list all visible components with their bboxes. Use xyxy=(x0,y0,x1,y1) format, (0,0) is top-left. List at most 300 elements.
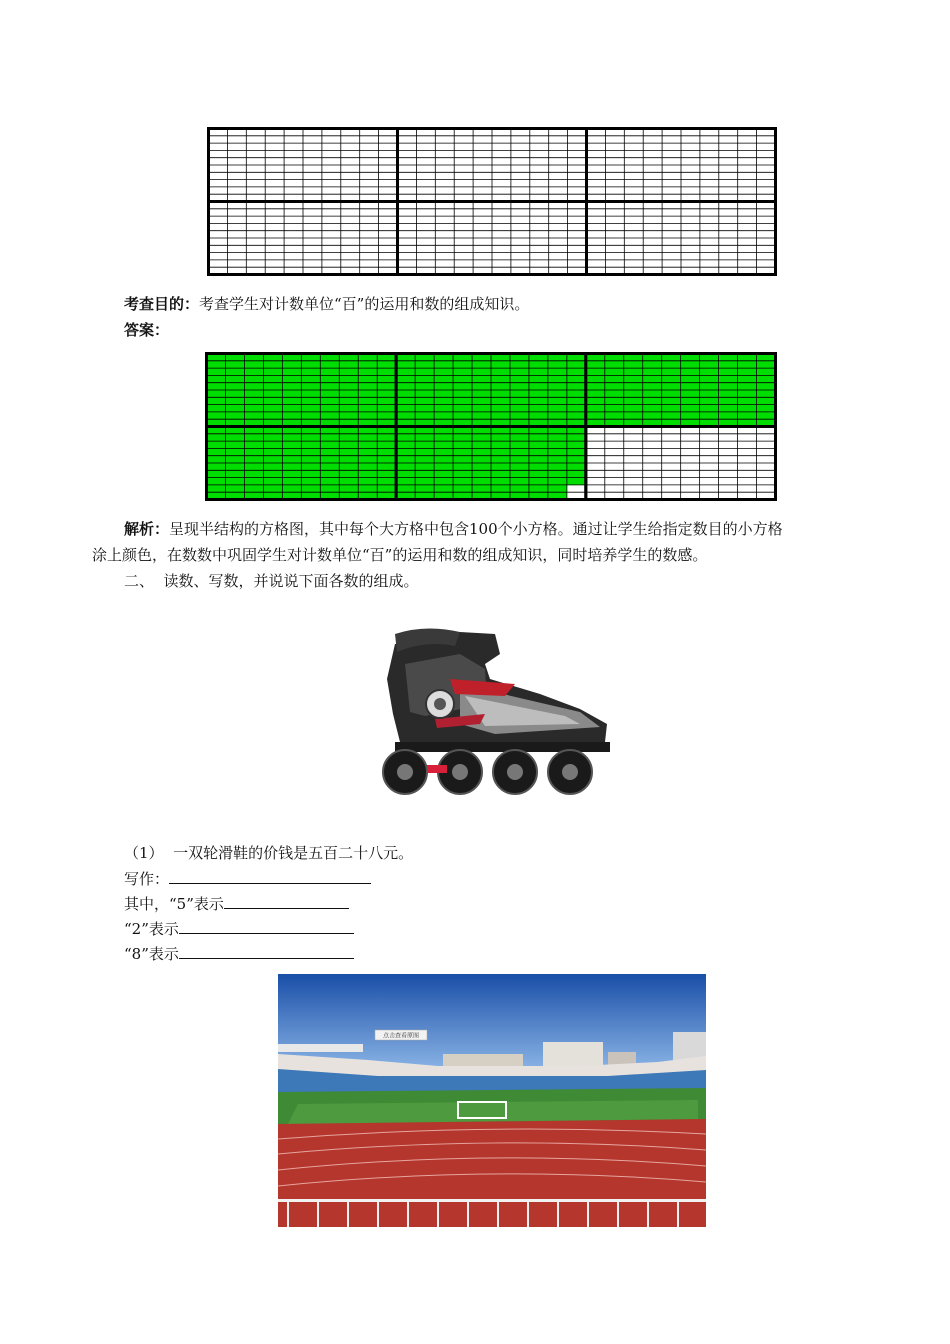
shaded-cell xyxy=(586,405,605,413)
shaded-cell xyxy=(301,441,320,449)
shaded-cell xyxy=(358,441,377,449)
shaded-cell xyxy=(244,478,263,486)
shaded-cell xyxy=(301,368,320,376)
shaded-cell xyxy=(207,441,226,449)
shaded-cell xyxy=(605,405,624,413)
shaded-cell xyxy=(225,470,244,478)
shaded-cell xyxy=(339,412,358,420)
shaded-cell xyxy=(301,478,320,486)
shaded-cell xyxy=(244,361,263,369)
two-blank[interactable] xyxy=(179,919,354,934)
shaded-cell xyxy=(548,463,567,471)
shaded-cell xyxy=(453,478,472,486)
shaded-cell xyxy=(263,463,282,471)
shaded-cell xyxy=(396,463,415,471)
shaded-cell xyxy=(225,456,244,464)
shaded-cell xyxy=(415,390,434,398)
shaded-cell xyxy=(415,412,434,420)
shaded-cell xyxy=(510,405,529,413)
shaded-cell xyxy=(263,405,282,413)
shaded-cell xyxy=(567,478,586,486)
shaded-cell xyxy=(757,390,776,398)
shaded-cell xyxy=(282,383,301,391)
shaded-cell xyxy=(358,485,377,493)
shaded-cell xyxy=(472,368,491,376)
shaded-cell xyxy=(207,463,226,471)
shaded-cell xyxy=(624,361,643,369)
shaded-cell xyxy=(738,375,757,383)
shaded-cell xyxy=(377,361,396,369)
shaded-cell xyxy=(453,375,472,383)
shaded-cell xyxy=(339,383,358,391)
purpose-line xyxy=(124,294,529,314)
shaded-cell xyxy=(681,375,700,383)
shaded-cell xyxy=(358,397,377,405)
shaded-cell xyxy=(605,390,624,398)
shaded-cell xyxy=(757,383,776,391)
shaded-cell xyxy=(434,441,453,449)
shaded-cell xyxy=(207,383,226,391)
shaded-cell xyxy=(624,383,643,391)
shaded-cell xyxy=(548,470,567,478)
shaded-cell xyxy=(472,375,491,383)
shaded-cell xyxy=(719,412,738,420)
shaded-cell xyxy=(681,368,700,376)
shaded-cell xyxy=(434,405,453,413)
shaded-cell xyxy=(700,390,719,398)
shaded-cell xyxy=(282,485,301,493)
shaded-cell xyxy=(681,383,700,391)
shaded-cell xyxy=(282,456,301,464)
shaded-cell xyxy=(207,485,226,493)
shaded-cell xyxy=(491,485,510,493)
shaded-cell xyxy=(510,448,529,456)
shaded-cell xyxy=(681,405,700,413)
shaded-cell xyxy=(358,412,377,420)
shaded-cell xyxy=(244,412,263,420)
shaded-cell xyxy=(358,448,377,456)
eight-blank[interactable] xyxy=(179,944,354,959)
shaded-cell xyxy=(396,397,415,405)
shaded-cell xyxy=(472,405,491,413)
shaded-cell xyxy=(377,478,396,486)
shaded-cell xyxy=(567,368,586,376)
shaded-cell xyxy=(301,470,320,478)
shaded-cell xyxy=(244,456,263,464)
shaded-cell xyxy=(662,361,681,369)
shaded-cell xyxy=(529,361,548,369)
shaded-cell xyxy=(605,375,624,383)
shaded-cell xyxy=(396,412,415,420)
shaded-cell xyxy=(263,434,282,442)
shaded-cell xyxy=(339,485,358,493)
shaded-cell xyxy=(415,478,434,486)
shaded-cell xyxy=(377,448,396,456)
shaded-cell xyxy=(453,456,472,464)
shaded-cell xyxy=(263,485,282,493)
shaded-cell xyxy=(491,434,510,442)
shaded-cell xyxy=(700,383,719,391)
shaded-cell xyxy=(472,456,491,464)
shaded-cell xyxy=(491,375,510,383)
shaded-cell xyxy=(339,456,358,464)
shaded-cell xyxy=(282,397,301,405)
shaded-cell xyxy=(434,485,453,493)
shaded-cell xyxy=(567,456,586,464)
shaded-cell xyxy=(434,470,453,478)
shaded-cell xyxy=(453,434,472,442)
shaded-cell xyxy=(320,441,339,449)
shaded-cell xyxy=(586,390,605,398)
two-line: “2”表示 xyxy=(124,919,354,939)
shaded-cell xyxy=(282,463,301,471)
shaded-cell xyxy=(472,390,491,398)
shaded-cell xyxy=(510,478,529,486)
shaded-cell xyxy=(700,375,719,383)
shaded-cell xyxy=(207,434,226,442)
shaded-cell xyxy=(244,485,263,493)
shaded-cell xyxy=(472,361,491,369)
shaded-cell xyxy=(643,368,662,376)
shaded-cell xyxy=(453,448,472,456)
shaded-cell xyxy=(320,478,339,486)
shaded-cell xyxy=(700,405,719,413)
shaded-cell xyxy=(434,434,453,442)
shaded-cell xyxy=(491,361,510,369)
answer-grid xyxy=(205,352,777,501)
shaded-cell xyxy=(548,448,567,456)
shaded-cell xyxy=(548,456,567,464)
shaded-cell xyxy=(529,463,548,471)
shaded-cell xyxy=(244,434,263,442)
shaded-cell xyxy=(643,361,662,369)
shaded-cell xyxy=(377,375,396,383)
shaded-cell xyxy=(339,434,358,442)
shaded-cell xyxy=(244,383,263,391)
shaded-cell xyxy=(434,397,453,405)
shaded-cell xyxy=(738,405,757,413)
shaded-cell xyxy=(263,441,282,449)
shaded-cell xyxy=(757,361,776,369)
eight-line: “8”表示 xyxy=(124,944,354,964)
shaded-cell xyxy=(415,448,434,456)
shaded-cell xyxy=(320,368,339,376)
shaded-cell xyxy=(282,448,301,456)
shaded-cell xyxy=(605,368,624,376)
shaded-cell xyxy=(225,383,244,391)
shaded-cell xyxy=(643,405,662,413)
shaded-cell xyxy=(453,412,472,420)
shaded-cell xyxy=(757,375,776,383)
shaded-cell xyxy=(624,390,643,398)
shaded-cell xyxy=(434,456,453,464)
shaded-cell xyxy=(301,405,320,413)
shaded-cell xyxy=(491,383,510,391)
shaded-cell xyxy=(320,405,339,413)
shaded-cell xyxy=(377,412,396,420)
shaded-cell xyxy=(358,375,377,383)
shaded-cell xyxy=(643,390,662,398)
shaded-cell xyxy=(586,383,605,391)
shaded-cell xyxy=(396,361,415,369)
shaded-cell xyxy=(225,463,244,471)
shaded-cell xyxy=(548,485,567,493)
shaded-cell xyxy=(225,405,244,413)
shaded-cell xyxy=(415,368,434,376)
shaded-cell xyxy=(662,390,681,398)
shaded-cell xyxy=(719,390,738,398)
shaded-cell xyxy=(662,412,681,420)
shaded-cell xyxy=(396,441,415,449)
shaded-cell xyxy=(757,397,776,405)
shaded-cell xyxy=(415,397,434,405)
shaded-cell xyxy=(320,412,339,420)
shaded-cell xyxy=(263,390,282,398)
shaded-cell xyxy=(757,412,776,420)
shaded-cell xyxy=(244,448,263,456)
shaded-cell xyxy=(377,470,396,478)
shaded-cell xyxy=(301,397,320,405)
shaded-cell xyxy=(738,368,757,376)
shaded-cell xyxy=(548,375,567,383)
shaded-cell xyxy=(415,441,434,449)
shaded-cell xyxy=(358,463,377,471)
shaded-cell xyxy=(605,361,624,369)
shaded-cell xyxy=(472,383,491,391)
shaded-cell xyxy=(396,405,415,413)
shaded-cell xyxy=(510,412,529,420)
purpose-text: 考查学生对计数单位“百”的运用和数的组成知识。 xyxy=(199,295,530,313)
shaded-cell xyxy=(263,448,282,456)
shaded-cell xyxy=(491,456,510,464)
shaded-cell xyxy=(453,470,472,478)
shaded-cell xyxy=(700,397,719,405)
answer-label: 答案： xyxy=(124,321,170,339)
shaded-cell xyxy=(225,375,244,383)
shaded-cell xyxy=(225,361,244,369)
shaded-cell xyxy=(339,390,358,398)
shaded-cell xyxy=(453,485,472,493)
shaded-cell xyxy=(207,361,226,369)
shaded-cell xyxy=(320,448,339,456)
shaded-cell xyxy=(263,470,282,478)
shaded-cell xyxy=(207,412,226,420)
shaded-cell xyxy=(358,368,377,376)
shaded-cell xyxy=(207,368,226,376)
shaded-cell xyxy=(567,383,586,391)
shaded-cell xyxy=(643,412,662,420)
shaded-cell xyxy=(567,441,586,449)
shaded-cell xyxy=(510,485,529,493)
shaded-cell xyxy=(548,361,567,369)
shaded-cell xyxy=(434,361,453,369)
shaded-cell xyxy=(301,456,320,464)
shaded-cell xyxy=(453,405,472,413)
shaded-cell xyxy=(567,412,586,420)
shaded-cell xyxy=(510,390,529,398)
shaded-cell xyxy=(491,441,510,449)
shaded-cell xyxy=(339,448,358,456)
shaded-cell xyxy=(244,470,263,478)
shaded-cell xyxy=(681,397,700,405)
shaded-cell xyxy=(434,448,453,456)
shaded-cell xyxy=(472,470,491,478)
shaded-cell xyxy=(434,383,453,391)
shaded-cell xyxy=(472,478,491,486)
shaded-cell xyxy=(491,470,510,478)
shaded-cell xyxy=(339,463,358,471)
shaded-cell xyxy=(320,361,339,369)
shaded-cell xyxy=(567,434,586,442)
shaded-cell xyxy=(453,397,472,405)
shaded-cell xyxy=(757,368,776,376)
shaded-cell xyxy=(510,441,529,449)
shaded-cell xyxy=(472,463,491,471)
shaded-cell xyxy=(263,456,282,464)
shaded-cell xyxy=(700,412,719,420)
purpose-label: 考查目的： xyxy=(124,295,200,313)
shaded-cell xyxy=(605,383,624,391)
shaded-cell xyxy=(320,456,339,464)
shaded-cell xyxy=(358,456,377,464)
shaded-cell xyxy=(510,383,529,391)
shaded-cell xyxy=(225,478,244,486)
shaded-cell xyxy=(567,375,586,383)
shaded-cell xyxy=(339,397,358,405)
shaded-cell xyxy=(415,383,434,391)
shaded-cell xyxy=(529,390,548,398)
shaded-cell xyxy=(263,383,282,391)
shaded-cell xyxy=(472,485,491,493)
write-blank[interactable] xyxy=(169,869,371,884)
shaded-cell xyxy=(207,478,226,486)
shaded-cell xyxy=(700,368,719,376)
shaded-cell xyxy=(396,434,415,442)
shaded-cell xyxy=(434,478,453,486)
shaded-cell xyxy=(320,397,339,405)
shaded-cell xyxy=(757,405,776,413)
shaded-cell xyxy=(567,448,586,456)
shaded-cell xyxy=(263,368,282,376)
shaded-cell xyxy=(472,434,491,442)
shaded-cell xyxy=(225,397,244,405)
shaded-cell xyxy=(586,361,605,369)
shaded-cell xyxy=(567,463,586,471)
shaded-cell xyxy=(491,478,510,486)
shaded-cell xyxy=(662,368,681,376)
shaded-cell xyxy=(548,368,567,376)
shaded-cell xyxy=(529,383,548,391)
shaded-cell xyxy=(225,390,244,398)
shaded-cell xyxy=(282,405,301,413)
shaded-cell xyxy=(586,412,605,420)
shaded-cell xyxy=(396,470,415,478)
shaded-cell xyxy=(662,405,681,413)
shaded-cell xyxy=(263,412,282,420)
shaded-cell xyxy=(529,441,548,449)
shaded-cell xyxy=(301,485,320,493)
shaded-cell xyxy=(415,485,434,493)
shaded-cell xyxy=(738,412,757,420)
shaded-cell xyxy=(358,470,377,478)
shaded-cell xyxy=(339,361,358,369)
shaded-cell xyxy=(244,405,263,413)
shaded-cell xyxy=(377,368,396,376)
shaded-cell xyxy=(263,375,282,383)
shaded-cell xyxy=(662,375,681,383)
shaded-cell xyxy=(491,405,510,413)
shaded-cell xyxy=(472,448,491,456)
shaded-cell xyxy=(434,375,453,383)
shaded-cell xyxy=(472,441,491,449)
shaded-cell xyxy=(225,434,244,442)
shaded-cell xyxy=(548,383,567,391)
shaded-cell xyxy=(510,368,529,376)
shaded-cell xyxy=(282,441,301,449)
shaded-cell xyxy=(377,397,396,405)
shaded-cell xyxy=(282,478,301,486)
shaded-cell xyxy=(339,405,358,413)
shaded-cell xyxy=(643,383,662,391)
shaded-cell xyxy=(491,368,510,376)
shaded-cell xyxy=(719,405,738,413)
shaded-cell xyxy=(510,375,529,383)
shaded-cell xyxy=(662,397,681,405)
shaded-cell xyxy=(624,375,643,383)
shaded-cell xyxy=(377,390,396,398)
shaded-cell xyxy=(567,397,586,405)
shaded-cell xyxy=(681,412,700,420)
shaded-cell xyxy=(225,485,244,493)
shaded-cell xyxy=(377,383,396,391)
shaded-cell xyxy=(282,375,301,383)
shaded-cell xyxy=(339,478,358,486)
shaded-cell xyxy=(358,405,377,413)
shaded-cell xyxy=(529,368,548,376)
shaded-cell xyxy=(624,397,643,405)
analysis-label: 解析： xyxy=(124,520,170,538)
shaded-cell xyxy=(377,441,396,449)
shaded-cell xyxy=(396,478,415,486)
shaded-cell xyxy=(719,368,738,376)
shaded-cell xyxy=(207,448,226,456)
shaded-cell xyxy=(244,375,263,383)
shaded-cell xyxy=(339,470,358,478)
shaded-cell xyxy=(738,383,757,391)
shaded-cell xyxy=(396,368,415,376)
shaded-cell xyxy=(396,485,415,493)
question-1-prompt: （1） 一双轮滑鞋的价钱是五百二十八元。 xyxy=(124,844,414,862)
shaded-cell xyxy=(301,434,320,442)
five-blank[interactable] xyxy=(224,894,349,909)
shaded-cell xyxy=(396,456,415,464)
shaded-cell xyxy=(263,361,282,369)
shaded-cell xyxy=(453,390,472,398)
shaded-cell xyxy=(738,390,757,398)
shaded-cell xyxy=(529,456,548,464)
shaded-cell xyxy=(548,412,567,420)
shaded-cell xyxy=(301,463,320,471)
analysis-line-2: 涂上颜色，在数数中巩固学生对计数单位“百”的运用和数的组成知识，同时培养学生的数感。 xyxy=(92,546,708,564)
shaded-cell xyxy=(263,397,282,405)
shaded-cell xyxy=(548,390,567,398)
shaded-cell xyxy=(567,470,586,478)
shaded-cell xyxy=(529,412,548,420)
shaded-cell xyxy=(282,412,301,420)
shaded-cell xyxy=(282,470,301,478)
shaded-cell xyxy=(681,361,700,369)
shaded-cell xyxy=(339,375,358,383)
